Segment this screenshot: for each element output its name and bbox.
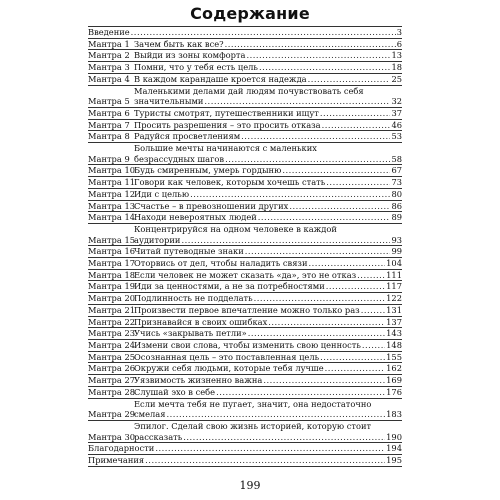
entry-title: безрассудных шагов	[134, 153, 225, 164]
entry-title: Введение	[88, 27, 130, 37]
entry-line	[134, 131, 402, 142]
mantra-label: Мантра 13	[88, 200, 136, 211]
dot-leader	[308, 258, 385, 269]
entry-content	[134, 165, 402, 176]
entry-title: Счастье – в превозношении других	[134, 200, 289, 211]
entry-line	[134, 143, 402, 154]
dot-leader	[190, 189, 390, 200]
entry-line	[88, 455, 402, 466]
entry-content	[134, 39, 402, 50]
entry-page-number: 176	[386, 386, 402, 397]
dot-leader	[322, 120, 391, 131]
entry-title: Эпилог. Сделай свою жизнь историей, которую стоит	[134, 420, 372, 431]
entry-line	[134, 293, 402, 304]
toc-entry	[88, 39, 402, 51]
entry-title: Иди за ценностями, а не за потребностями	[134, 281, 325, 292]
entry-content	[134, 258, 402, 269]
entry-page-number: 80	[391, 188, 402, 199]
entry-page-number: 190	[386, 431, 402, 442]
entry-title: Если человек не может сказать «да», это не отказ	[134, 269, 357, 280]
mantra-label: Мантра 4	[88, 73, 130, 84]
toc-entry	[88, 258, 402, 270]
toc-entry	[88, 399, 402, 421]
toc-entry	[88, 189, 402, 201]
entry-line	[134, 62, 402, 73]
entry-title: В каждом карандаше кроется надежда	[134, 73, 307, 84]
entry-line	[134, 363, 402, 374]
dot-leader	[362, 340, 385, 351]
entry-page-number: 53	[391, 131, 402, 142]
entry-line	[134, 409, 402, 420]
dot-leader	[282, 165, 390, 176]
toc-entry	[88, 212, 402, 224]
mantra-label: Мантра 3	[88, 62, 130, 73]
dot-leader	[225, 154, 390, 165]
entry-title: Радуйся просветлениям	[134, 131, 241, 142]
entry-line	[134, 177, 402, 188]
mantra-label: Мантра 20	[88, 293, 136, 304]
entry-title: Иди с целью	[134, 188, 190, 199]
dot-leader	[204, 96, 390, 107]
entry-content	[88, 455, 402, 466]
dot-leader	[254, 293, 386, 304]
entry-title: Благодарности	[88, 443, 155, 454]
entry-title: Учись «закрывать петли»	[134, 328, 247, 339]
dot-leader	[216, 387, 385, 398]
entry-page-number: 18	[391, 62, 402, 73]
entry-line	[134, 432, 402, 443]
dot-leader	[325, 363, 386, 374]
dot-leader	[183, 432, 385, 443]
entry-content	[134, 50, 402, 61]
table-of-contents	[88, 26, 402, 467]
mantra-label: Мантра 7	[88, 119, 130, 130]
entry-page-number: 104	[386, 258, 402, 269]
entry-title: Произвести первое впечатление можно только раз	[134, 304, 360, 315]
mantra-label: Мантра 2	[88, 50, 130, 61]
mantra-label: Мантра 19	[88, 281, 136, 292]
dot-leader	[361, 305, 385, 316]
mantra-label: Мантра 25	[88, 351, 136, 362]
entry-line	[134, 375, 402, 386]
entry-content	[134, 177, 402, 188]
dot-leader	[258, 212, 391, 223]
page-number: 199	[239, 479, 261, 492]
entry-title: Измени свои слова, чтобы изменить свою ценность	[134, 339, 361, 350]
dot-leader	[181, 235, 390, 246]
entry-page-number: 89	[391, 212, 402, 223]
dot-leader	[326, 177, 390, 188]
entry-content	[134, 62, 402, 73]
entry-content	[134, 421, 402, 442]
dot-leader	[131, 27, 396, 38]
entry-page-number: 143	[386, 328, 402, 339]
toc-entry	[88, 246, 402, 258]
dot-leader	[245, 246, 391, 257]
toc-entry	[88, 363, 402, 375]
entry-page-number: 137	[386, 316, 402, 327]
toc-entry	[88, 165, 402, 177]
dot-leader	[326, 281, 385, 292]
entry-title: Выйди из зоны комфорта	[134, 50, 246, 61]
toc-entry	[88, 317, 402, 329]
mantra-label: Мантра 30	[88, 431, 136, 442]
toc-entry	[88, 108, 402, 120]
entry-title: Говори как человек, которым хочешь стать	[134, 177, 326, 188]
entry-page-number: 148	[386, 339, 402, 350]
entry-content	[134, 86, 402, 107]
entry-title: Концентрируйся на одном человеке в каждой	[134, 223, 337, 234]
dot-leader	[357, 270, 385, 281]
mantra-label: Мантра 9	[88, 153, 130, 164]
dot-leader	[308, 74, 391, 85]
toc-entry	[88, 352, 402, 364]
entry-content	[134, 317, 402, 328]
mantra-label: Мантра 27	[88, 375, 136, 386]
entry-title: Просить разрешения – это просить отказа	[134, 119, 321, 130]
entry-content	[134, 281, 402, 292]
entry-title: Зачем быть как все?	[134, 38, 224, 49]
entry-content	[134, 212, 402, 223]
entry-title: Читай путеводные знаки	[134, 246, 244, 257]
entry-line	[134, 154, 402, 165]
toc-entry	[88, 50, 402, 62]
entry-title: Туристы смотрят, путешественники ищут	[134, 107, 319, 118]
mantra-label: Мантра 18	[88, 269, 136, 280]
toc-entry	[88, 443, 402, 455]
mantra-label: Мантра 15	[88, 234, 136, 245]
entry-content	[88, 443, 402, 454]
toc-entry	[88, 270, 402, 282]
entry-page-number: 117	[386, 281, 402, 292]
toc-entry	[88, 120, 402, 132]
toc-entry	[88, 201, 402, 213]
entry-content	[134, 328, 402, 339]
entry-line	[134, 108, 402, 119]
entry-content	[134, 201, 402, 212]
entry-line	[134, 120, 402, 131]
dot-leader	[320, 108, 391, 119]
entry-line	[134, 224, 402, 235]
entry-title: Оторвись от дел, чтобы наладить связи	[134, 258, 308, 269]
entry-page-number: 183	[386, 409, 402, 420]
dot-leader	[248, 328, 385, 339]
entry-line	[134, 201, 402, 212]
entry-content	[134, 131, 402, 142]
dot-leader	[225, 39, 396, 50]
mantra-label: Мантра 14	[88, 212, 136, 223]
entry-page-number: 111	[386, 269, 402, 280]
entry-page-number: 73	[391, 177, 402, 188]
mantra-label: Мантра 8	[88, 131, 130, 142]
dot-leader	[246, 50, 390, 61]
entry-line	[134, 258, 402, 269]
mantra-label: Мантра 22	[88, 316, 136, 327]
entry-line	[134, 340, 402, 351]
entry-line	[134, 39, 402, 50]
toc-entry	[88, 27, 402, 39]
entry-content	[88, 27, 402, 38]
dot-leader	[166, 409, 385, 420]
entry-content	[134, 246, 402, 257]
toc-entry	[88, 305, 402, 317]
mantra-label: Мантра 24	[88, 339, 136, 350]
entry-title: Маленькими делами дай людям почувствовать себя	[134, 85, 364, 96]
entry-title: Находи невероятных людей	[134, 212, 257, 223]
toc-entry	[88, 387, 402, 399]
entry-page-number: 25	[391, 73, 402, 84]
toc-entry	[88, 281, 402, 293]
toc-entry	[88, 86, 402, 108]
entry-page-number: 86	[391, 200, 402, 211]
entry-line	[134, 212, 402, 223]
entry-page-number: 3	[396, 27, 402, 37]
entry-line	[134, 352, 402, 363]
entry-content	[134, 363, 402, 374]
mantra-label: Мантра 16	[88, 246, 136, 257]
toc-entry	[88, 62, 402, 74]
entry-line	[134, 74, 402, 85]
dot-leader	[259, 62, 390, 73]
entry-content	[134, 189, 402, 200]
toc-entry	[88, 421, 402, 443]
entry-title: Окружи себя людьми, которые тебя лучше	[134, 363, 324, 374]
entry-line	[134, 317, 402, 328]
toc-entry	[88, 293, 402, 305]
entry-page-number: 67	[391, 165, 402, 176]
entry-page-number: 195	[386, 455, 402, 466]
entry-content	[134, 108, 402, 119]
entry-title: смелая	[134, 409, 166, 420]
dot-leader	[263, 375, 385, 386]
entry-line	[134, 281, 402, 292]
entry-content	[134, 399, 402, 420]
entry-page-number: 37	[391, 107, 402, 118]
entry-title: рассказать	[134, 431, 183, 442]
dot-leader	[320, 352, 385, 363]
entry-content	[134, 375, 402, 386]
entry-content	[134, 293, 402, 304]
mantra-label: Мантра 29	[88, 409, 136, 420]
entry-content	[134, 305, 402, 316]
toc-entry	[88, 224, 402, 246]
entry-content	[134, 224, 402, 245]
entry-title: Если мечта тебя не пугает, значит, она недостаточно	[134, 398, 372, 409]
entry-line	[134, 86, 402, 97]
entry-content	[134, 143, 402, 164]
mantra-label: Мантра 10	[88, 165, 136, 176]
dot-leader	[289, 201, 390, 212]
entry-page-number: 99	[391, 246, 402, 257]
mantra-label: Мантра 12	[88, 188, 136, 199]
entry-page-number: 155	[386, 351, 402, 362]
entry-title: аудитории	[134, 234, 181, 245]
mantra-label: Мантра 28	[88, 386, 136, 397]
mantra-label: Мантра 1	[88, 38, 130, 49]
entry-page-number: 93	[391, 234, 402, 245]
entry-line	[134, 165, 402, 176]
entry-title: Будь смиренным, умерь гордыню	[134, 165, 282, 176]
entry-title: Примечания	[88, 455, 145, 466]
entry-content	[134, 270, 402, 281]
entry-line	[134, 96, 402, 107]
entry-line	[88, 443, 402, 454]
entry-title: Осознанная цель – это поставленная цель	[134, 351, 320, 362]
toc-entry	[88, 455, 402, 467]
mantra-label: Мантра 21	[88, 304, 136, 315]
entry-title: Уязвимость жизненно важна	[134, 375, 263, 386]
entry-page-number: 131	[386, 304, 402, 315]
toc-entry	[88, 143, 402, 165]
entry-title: Большие мечты начинаются с маленьких	[134, 143, 317, 154]
entry-content	[134, 120, 402, 131]
entry-title: значительными	[134, 96, 204, 107]
toc-entry	[88, 375, 402, 387]
entry-page-number: 13	[391, 50, 402, 61]
entry-title: Слушай эхо в себе	[134, 386, 216, 397]
entry-page-number: 58	[391, 153, 402, 164]
toc-entry	[88, 177, 402, 189]
entry-line	[134, 50, 402, 61]
mantra-label: Мантра 26	[88, 363, 136, 374]
entry-page-number: 122	[386, 293, 402, 304]
dot-leader	[241, 131, 390, 142]
entry-line	[134, 305, 402, 316]
entry-line	[134, 421, 402, 432]
entry-page-number: 32	[391, 96, 402, 107]
entry-title: Признавайся в своих ошибках	[134, 316, 268, 327]
entry-page-number: 169	[386, 375, 402, 386]
entry-page-number: 46	[391, 119, 402, 130]
page-title: Содержание	[190, 4, 310, 23]
mantra-label: Мантра 17	[88, 258, 136, 269]
entry-line	[134, 387, 402, 398]
dot-leader	[155, 443, 385, 454]
toc-entry	[88, 340, 402, 352]
dot-leader	[268, 317, 385, 328]
mantra-label: Мантра 6	[88, 107, 130, 118]
entry-page-number: 6	[396, 38, 402, 49]
toc-entry	[88, 328, 402, 340]
entry-content	[134, 352, 402, 363]
entry-page-number: 162	[386, 363, 402, 374]
entry-page-number: 194	[386, 443, 402, 454]
mantra-label: Мантра 5	[88, 96, 130, 107]
entry-line	[134, 246, 402, 257]
entry-line	[134, 235, 402, 246]
toc-entry	[88, 74, 402, 86]
entry-line	[134, 399, 402, 410]
mantra-label: Мантра 11	[88, 177, 136, 188]
toc-entry	[88, 131, 402, 143]
entry-content	[134, 387, 402, 398]
entry-title: Помни, что у тебя есть цель	[134, 62, 258, 73]
entry-line	[134, 328, 402, 339]
mantra-label: Мантра 23	[88, 328, 136, 339]
entry-line	[134, 270, 402, 281]
entry-line	[134, 189, 402, 200]
entry-line	[88, 27, 402, 38]
entry-content	[134, 74, 402, 85]
entry-title: Подлинность не подделать	[134, 293, 253, 304]
entry-content	[134, 340, 402, 351]
dot-leader	[145, 455, 385, 466]
